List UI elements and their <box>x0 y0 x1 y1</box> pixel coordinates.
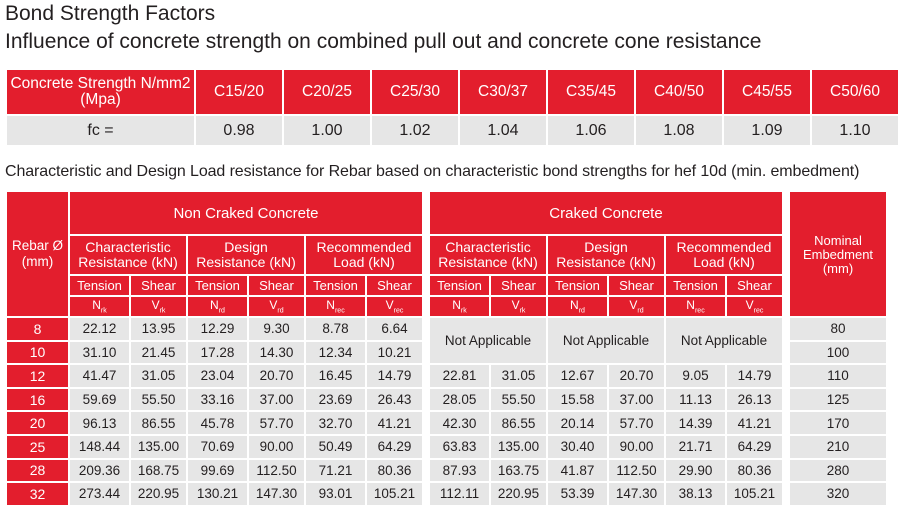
tension-symbol: $N_{rec}$ <box>306 297 365 316</box>
non-cracked-value: 168.75 <box>131 460 186 482</box>
non-cracked-value: 45.78 <box>188 412 247 434</box>
page-title: Bond Strength Factors <box>5 2 216 25</box>
cracked-value: 22.81 <box>430 365 489 387</box>
class-header: C40/50 <box>636 70 722 114</box>
table2-caption: Characteristic and Design Load resistance for Rebar based on characteristic bond strengths for hef 10d (min. embedment) <box>5 163 860 180</box>
table-row <box>7 483 886 505</box>
design-resistance-header: Design Resistance (kN) <box>548 236 664 274</box>
shear-header: Shear <box>491 276 546 295</box>
non-cracked-value: 135.00 <box>131 436 186 458</box>
tension-symbol: $N_{rec}$ <box>666 297 725 316</box>
non-cracked-value: 8.78 <box>306 318 365 340</box>
non-cracked-value: 23.69 <box>306 389 365 411</box>
tension-symbol: $N_{rk}$ <box>430 297 489 316</box>
cracked-value: 14.39 <box>666 412 725 434</box>
embedment-value: 125 <box>790 389 886 411</box>
non-cracked-value: 37.00 <box>249 389 304 411</box>
tension-symbol: $N_{rd}$ <box>188 297 247 316</box>
shear-symbol: $V_{rec}$ <box>367 297 422 316</box>
class-header: C35/45 <box>548 70 634 114</box>
table-row <box>7 318 886 340</box>
embedment-header: Nominal Embedment (mm) <box>790 192 886 316</box>
non-cracked-value: 105.21 <box>367 483 422 505</box>
cracked-value: 55.50 <box>491 389 546 411</box>
cracked-value: 57.70 <box>609 412 664 434</box>
fc-value: 1.09 <box>724 116 810 145</box>
class-header: C50/60 <box>812 70 898 114</box>
symbol-subscript: rd <box>218 307 225 315</box>
cracked-value: 112.11 <box>430 483 489 505</box>
rebar-diameter: 25 <box>7 436 68 458</box>
recommended-load-header: Recommended Load (kN) <box>306 236 422 274</box>
non-cracked-value: 14.79 <box>367 365 422 387</box>
not-applicable-cell: Not Applicable <box>666 318 782 363</box>
cracked-value: 80.36 <box>727 460 782 482</box>
fc-value: 1.10 <box>812 116 898 145</box>
rebar-diameter: 16 <box>7 389 68 411</box>
table-row <box>7 460 886 482</box>
non-cracked-value: 17.28 <box>188 342 247 364</box>
non-cracked-value: 90.00 <box>249 436 304 458</box>
class-header: C15/20 <box>196 70 282 114</box>
non-cracked-value: 33.16 <box>188 389 247 411</box>
cracked-value: 53.39 <box>548 483 607 505</box>
fc-value: 1.06 <box>548 116 634 145</box>
embedment-value: 170 <box>790 412 886 434</box>
cracked-value: 147.30 <box>609 483 664 505</box>
page-subtitle: Influence of concrete strength on combined pull out and concrete cone resistance <box>5 30 762 53</box>
non-cracked-value: 9.30 <box>249 318 304 340</box>
non-cracked-value: 55.50 <box>131 389 186 411</box>
cracked-value: 105.21 <box>727 483 782 505</box>
cracked-value: 112.50 <box>609 460 664 482</box>
fc-value: 1.00 <box>284 116 370 145</box>
non-cracked-value: 71.21 <box>306 460 365 482</box>
not-applicable-cell: Not Applicable <box>430 318 546 363</box>
design-resistance-header: Design Resistance (kN) <box>188 236 304 274</box>
rebar-diameter: 12 <box>7 365 68 387</box>
column-divider <box>424 192 428 505</box>
non-cracked-value: 20.70 <box>249 365 304 387</box>
shear-symbol: $V_{rk}$ <box>131 297 186 316</box>
cracked-value: 38.13 <box>666 483 725 505</box>
non-cracked-value: 96.13 <box>70 412 129 434</box>
non-cracked-value: 31.05 <box>131 365 186 387</box>
fc-label: fc = <box>7 116 194 145</box>
symbol-subscript: rec <box>753 307 764 315</box>
cracked-value: 26.13 <box>727 389 782 411</box>
fc-value: 1.02 <box>372 116 458 145</box>
non-cracked-value: 148.44 <box>70 436 129 458</box>
tension-header: Tension <box>430 276 489 295</box>
rebar-diameter: 32 <box>7 483 68 505</box>
table-row <box>7 412 886 434</box>
non-cracked-value: 70.69 <box>188 436 247 458</box>
tension-header: Tension <box>70 276 129 295</box>
cracked-value: 220.95 <box>491 483 546 505</box>
shear-header: Shear <box>131 276 186 295</box>
non-cracked-value: 112.50 <box>249 460 304 482</box>
shear-header: Shear <box>609 276 664 295</box>
rebar-diameter: 28 <box>7 460 68 482</box>
characteristic-resistance-header: Characteristic Resistance (kN) <box>70 236 186 274</box>
non-cracked-value: 57.70 <box>249 412 304 434</box>
cracked-value: 11.13 <box>666 389 725 411</box>
table-row <box>7 116 898 145</box>
table-row <box>7 436 886 458</box>
symbol-subscript: rk <box>519 307 526 315</box>
non-cracked-value: 147.30 <box>249 483 304 505</box>
class-header: C30/37 <box>460 70 546 114</box>
non-cracked-value: 59.69 <box>70 389 129 411</box>
recommended-load-header: Recommended Load (kN) <box>666 236 782 274</box>
non-cracked-value: 12.34 <box>306 342 365 364</box>
rebar-diameter: 8 <box>7 318 68 340</box>
symbol-subscript: rk <box>460 307 467 315</box>
fc-value: 1.08 <box>636 116 722 145</box>
symbol-subscript: rd <box>277 307 284 315</box>
cracked-value: 21.71 <box>666 436 725 458</box>
shear-header: Shear <box>249 276 304 295</box>
class-header: C45/55 <box>724 70 810 114</box>
tension-symbol: $N_{rk}$ <box>70 297 129 316</box>
non-cracked-value: 22.12 <box>70 318 129 340</box>
cracked-value: 30.40 <box>548 436 607 458</box>
non-cracked-value: 80.36 <box>367 460 422 482</box>
non-cracked-value: 93.01 <box>306 483 365 505</box>
non-cracked-value: 86.55 <box>131 412 186 434</box>
rebar-resistance-table <box>5 190 888 507</box>
non-cracked-value: 32.70 <box>306 412 365 434</box>
bond-strength-table <box>5 68 900 147</box>
tension-header: Tension <box>306 276 365 295</box>
non-cracked-value: 273.44 <box>70 483 129 505</box>
tension-symbol: $N_{rd}$ <box>548 297 607 316</box>
non-cracked-value: 14.30 <box>249 342 304 364</box>
cracked-value: 9.05 <box>666 365 725 387</box>
non-cracked-value: 209.36 <box>70 460 129 482</box>
symbol-subscript: rd <box>637 307 644 315</box>
shear-symbol: $V_{rec}$ <box>727 297 782 316</box>
cracked-value: 135.00 <box>491 436 546 458</box>
cracked-value: 15.58 <box>548 389 607 411</box>
embedment-value: 110 <box>790 365 886 387</box>
rebar-diameter: 10 <box>7 342 68 364</box>
tension-header: Tension <box>666 276 725 295</box>
fc-value: 1.04 <box>460 116 546 145</box>
cracked-header: Craked Concrete <box>430 192 782 234</box>
cracked-value: 90.00 <box>609 436 664 458</box>
non-cracked-value: 64.29 <box>367 436 422 458</box>
non-cracked-value: 99.69 <box>188 460 247 482</box>
non-cracked-value: 12.29 <box>188 318 247 340</box>
symbol-subscript: rec <box>393 307 404 315</box>
fc-value: 0.98 <box>196 116 282 145</box>
tension-header: Tension <box>548 276 607 295</box>
column-divider <box>784 192 788 505</box>
class-header: C20/25 <box>284 70 370 114</box>
symbol-subscript: rk <box>159 307 166 315</box>
cracked-value: 29.90 <box>666 460 725 482</box>
shear-symbol: $V_{rd}$ <box>609 297 664 316</box>
non-cracked-value: 50.49 <box>306 436 365 458</box>
table-row <box>7 389 886 411</box>
symbol-subscript: rd <box>578 307 585 315</box>
embedment-value: 320 <box>790 483 886 505</box>
cracked-value: 20.70 <box>609 365 664 387</box>
cracked-value: 42.30 <box>430 412 489 434</box>
cracked-value: 20.14 <box>548 412 607 434</box>
cracked-value: 28.05 <box>430 389 489 411</box>
non-cracked-value: 26.43 <box>367 389 422 411</box>
symbol-subscript: rk <box>100 307 107 315</box>
non-cracked-value: 23.04 <box>188 365 247 387</box>
embedment-value: 210 <box>790 436 886 458</box>
cracked-value: 86.55 <box>491 412 546 434</box>
not-applicable-cell: Not Applicable <box>548 318 664 363</box>
non-cracked-value: 10.21 <box>367 342 422 364</box>
cracked-value: 12.67 <box>548 365 607 387</box>
cracked-value: 41.21 <box>727 412 782 434</box>
shear-header: Shear <box>727 276 782 295</box>
embedment-value: 80 <box>790 318 886 340</box>
embedment-value: 100 <box>790 342 886 364</box>
non-cracked-value: 6.64 <box>367 318 422 340</box>
non-cracked-value: 220.95 <box>131 483 186 505</box>
concrete-strength-header: Concrete Strength N/mm2 (Mpa) <box>7 70 194 114</box>
non-cracked-value: 41.21 <box>367 412 422 434</box>
embedment-value: 280 <box>790 460 886 482</box>
characteristic-resistance-header: Characteristic Resistance (kN) <box>430 236 546 274</box>
rebar-header: Rebar Ø (mm) <box>7 192 68 316</box>
non-cracked-value: 13.95 <box>131 318 186 340</box>
cracked-value: 64.29 <box>727 436 782 458</box>
shear-header: Shear <box>367 276 422 295</box>
non-cracked-value: 41.47 <box>70 365 129 387</box>
non-cracked-value: 130.21 <box>188 483 247 505</box>
cracked-value: 37.00 <box>609 389 664 411</box>
non-cracked-value: 21.45 <box>131 342 186 364</box>
table-row <box>7 365 886 387</box>
rebar-diameter: 20 <box>7 412 68 434</box>
shear-symbol: $V_{rk}$ <box>491 297 546 316</box>
non-cracked-header: Non Craked Concrete <box>70 192 422 234</box>
shear-symbol: $V_{rd}$ <box>249 297 304 316</box>
tension-header: Tension <box>188 276 247 295</box>
non-cracked-value: 31.10 <box>70 342 129 364</box>
symbol-subscript: rec <box>334 307 345 315</box>
class-header: C25/30 <box>372 70 458 114</box>
cracked-value: 14.79 <box>727 365 782 387</box>
non-cracked-value: 16.45 <box>306 365 365 387</box>
cracked-value: 87.93 <box>430 460 489 482</box>
cracked-value: 41.87 <box>548 460 607 482</box>
cracked-value: 63.83 <box>430 436 489 458</box>
cracked-value: 31.05 <box>491 365 546 387</box>
table-header-row <box>7 70 898 114</box>
cracked-value: 163.75 <box>491 460 546 482</box>
symbol-subscript: rec <box>694 307 705 315</box>
